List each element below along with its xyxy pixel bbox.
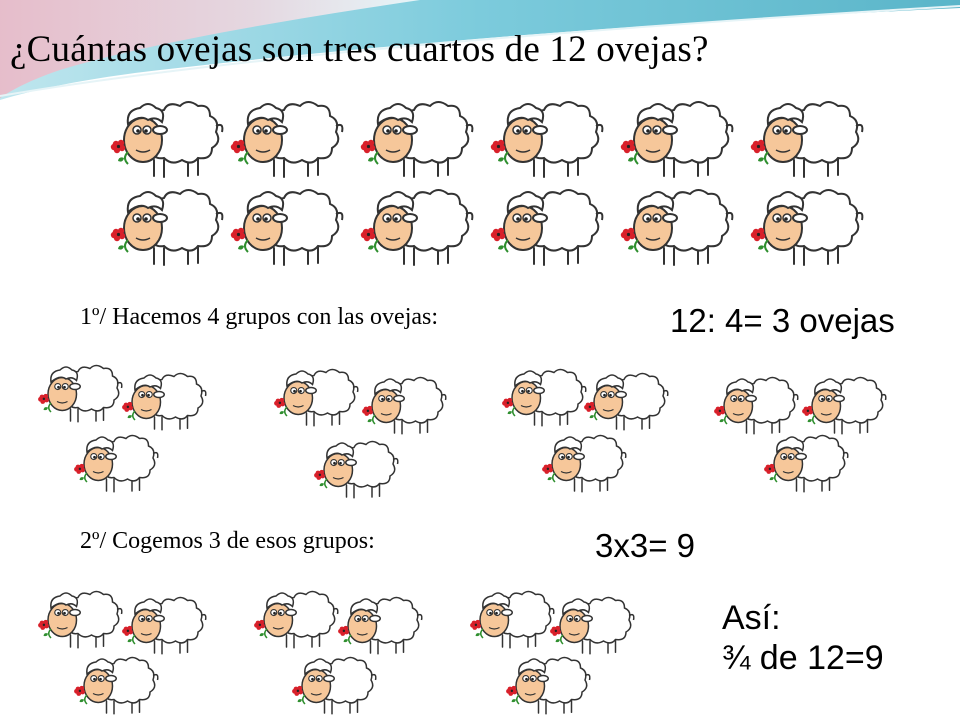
sheep-icon <box>540 434 630 494</box>
result-line-2: ¾ de 12=9 <box>722 639 884 678</box>
sheep-icon <box>748 188 868 268</box>
sheep-icon <box>228 188 348 268</box>
slide-title: ¿Cuántas ovejas son tres cuartos de 12 ovejas? <box>10 29 709 70</box>
sheep-icon <box>252 590 342 650</box>
sheep-icon <box>120 596 210 656</box>
sheep-icon <box>272 368 362 428</box>
sheep-icon <box>504 656 594 716</box>
result-line-1: Así: <box>722 599 781 637</box>
sheep-icon <box>290 656 380 716</box>
step-1-text: 1º/ Hacemos 4 grupos con las ovejas: <box>80 304 439 330</box>
sheep-icon <box>468 590 558 650</box>
sheep-icon <box>72 434 162 494</box>
sheep-icon <box>618 188 738 268</box>
sheep-icon <box>228 100 348 180</box>
sheep-icon <box>762 434 852 494</box>
step-2-text: 2º/ Cogemos 3 de esos grupos: <box>80 528 375 554</box>
sheep-icon <box>582 372 672 432</box>
sheep-icon <box>36 364 126 424</box>
result-box <box>722 598 884 678</box>
sheep-icon <box>120 372 210 432</box>
sheep-icon <box>72 656 162 716</box>
sheep-icon <box>618 100 738 180</box>
sheep-icon <box>488 100 608 180</box>
sheep-icon <box>358 188 478 268</box>
sheep-icon <box>548 596 638 656</box>
sheep-icon <box>312 440 402 500</box>
sheep-icon <box>358 100 478 180</box>
sheep-icon <box>36 590 126 650</box>
sheep-icon <box>336 596 426 656</box>
sheep-icon <box>748 100 868 180</box>
step-1-calculation: 12: 4= 3 ovejas <box>670 302 895 339</box>
sheep-icon <box>360 376 450 436</box>
sheep-icon <box>488 188 608 268</box>
sheep-icon <box>712 376 802 436</box>
sheep-icon <box>108 188 228 268</box>
sheep-icon <box>800 376 890 436</box>
sheep-icon <box>108 100 228 180</box>
step-2-calculation: 3x3= 9 <box>595 527 695 564</box>
sheep-icon <box>500 368 590 428</box>
